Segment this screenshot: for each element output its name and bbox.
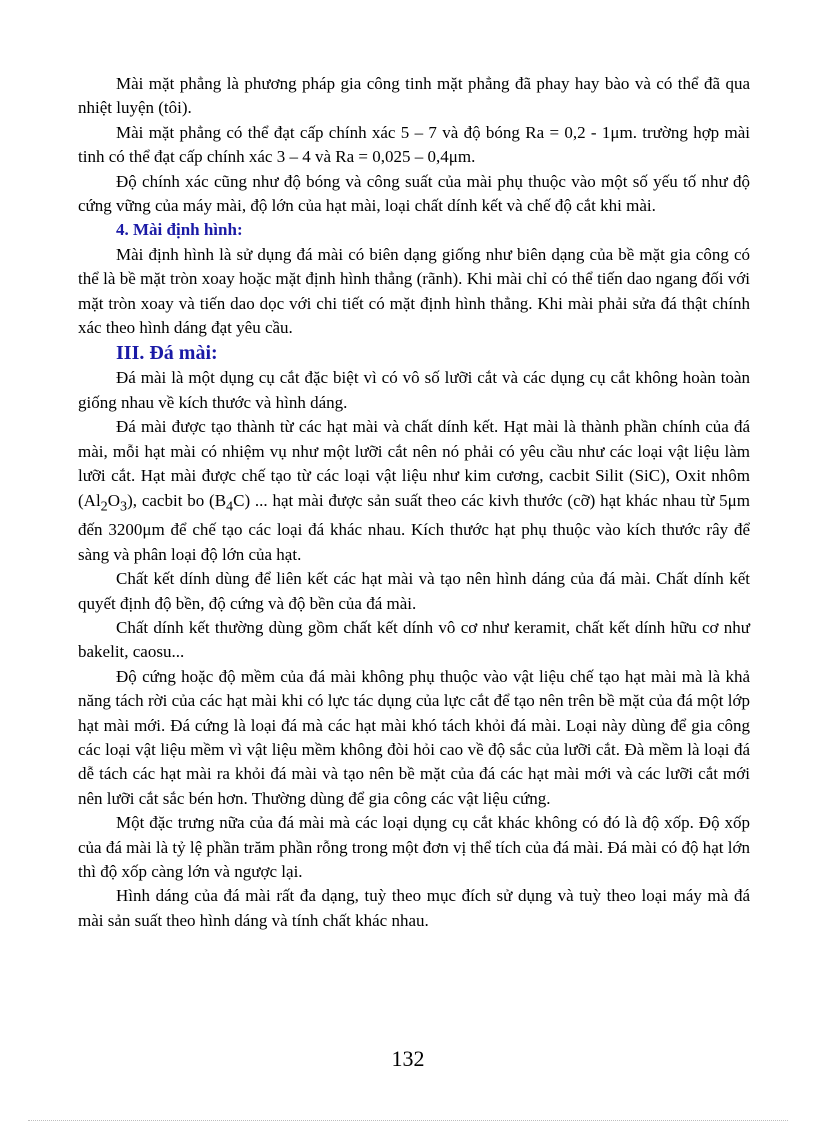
paragraph-binder-types: Chất dính kết thường dùng gồm chất kết dính vô cơ như keramit, chất kết dính hữu cơ như bakelit, caosu... bbox=[78, 617, 750, 662]
subscript: 4 bbox=[226, 497, 234, 514]
page-body bbox=[78, 72, 750, 933]
text-run: Đá mài được tạo thành từ các hạt mài và chất dính kết. Hạt mài là thành phần chính của đá mài, mỗi hạt mài có nhiệm vụ như một lưỡi cắt nên nó phải có yêu cầu như các loại vật liệu làm lưỡi cắt. Hạt mài được chế tạo từ các loại vật liệu như kim cương, cacbit Silit (SiC), Oxit nhôm (Al bbox=[78, 417, 750, 510]
text-run: C) ... hạt mài được sản suất theo các kivh thước (cỡ) hạt khác nhau từ 5μm đến 3200μm để chế tạo các loại đá khác nhau. Kích thước hạt phụ thuộc vào kích thước rây để sàng và phân loại độ lớn của hạt. bbox=[78, 490, 750, 564]
paragraph-binder: Chất kết dính dùng để liên kết các hạt mài và tạo nên hình dáng của đá mài. Chất dính kết quyết định độ bền, độ cứng và độ bền của đá mài. bbox=[78, 569, 750, 613]
paragraph-flat-grinding-intro: Mài mặt phẳng là phương pháp gia công tinh mặt phẳng đã phay hay bào và có thể đã qua nhiệt luyện (tôi). bbox=[78, 74, 750, 118]
text-run: O bbox=[107, 490, 121, 510]
paragraph-profile-grinding: Mài định hình là sử dụng đá mài có biên dạng giống như biên dạng của bề mặt gia công có thể là bề mặt tròn xoay hoặc mặt định hình thẳng (rãnh). Khi mài chỉ có thể tiến dao ngang đối với mặt tròn xoay và tiến dao dọc với chi tiết có mặt định hình thẳng. Khi mài phải sửa đá thật chính xác theo hình dáng đạt yêu cầu. bbox=[78, 244, 750, 338]
subscript: 3 bbox=[120, 497, 128, 514]
section-heading-profile-grinding: 4. Mài định hình: bbox=[116, 220, 243, 240]
paragraph-grinding-wheel-definition: Đá mài là một dụng cụ cắt đặc biệt vì có vô số lưỡi cắt và các dụng cụ cắt không hoàn toàn giống nhau về kích thước và hình dáng. bbox=[78, 368, 750, 412]
page-number: 132 bbox=[391, 1046, 425, 1071]
subscript: 2 bbox=[100, 497, 108, 514]
paragraph-porosity: Một đặc trưng nữa của đá mài mà các loại dụng cụ cắt khác không có đó là độ xốp. Độ xốp của đá mài là tỷ lệ phần trăm phần rỗng trong một đơn vị thể tích của đá mài. Đá mài có độ hạt lớn thì độ xốp càng lớn và ngược lại. bbox=[78, 813, 750, 881]
paragraph-flat-grinding-accuracy: Mài mặt phẳng có thể đạt cấp chính xác 5 – 7 và độ bóng Ra = 0,2 - 1μm. trường hợp mài tinh có thể đạt cấp chính xác 3 – 4 và Ra = 0,025 – 0,4μm. bbox=[78, 122, 750, 167]
paragraph-grinding-factors: Độ chính xác cũng như độ bóng và công suất của mài phụ thuộc vào một số yếu tố như độ cứng vững của máy mài, độ lớn của hạt mài, loại chất dính kết và chế độ cắt khi mài. bbox=[78, 171, 750, 216]
footer-divider bbox=[28, 1120, 788, 1121]
section-heading-grinding-wheel: III. Đá mài: bbox=[116, 342, 218, 365]
paragraph-abrasive-grains bbox=[78, 415, 750, 567]
paragraph-wheel-shapes: Hình dáng của đá mài rất đa dạng, tuỳ theo mục đích sử dụng và tuỳ theo loại máy mà đá mài sản suất theo hình dáng và tính chất khác nhau. bbox=[78, 886, 750, 930]
text-run: ), cacbit bo (B bbox=[127, 490, 227, 510]
paragraph-hardness: Độ cứng hoặc độ mềm của đá mài không phụ thuộc vào vật liệu chế tạo hạt mài mà là khả năng tách rời của các hạt mài khi có lực tác dụng của lực cắt để tạo nên trên bề mặt của đá một lớp hạt mài mới. Đá cứng là loại đá mà các hạt mài khó tách khỏi đá mài. Loại này dùng để gia công các loại vật liệu mềm vì vật liệu mềm không đòi hỏi cao về độ sắc của lưỡi cắt. Đà mềm là loại đá dễ tách các hạt mài ra khỏi đá mài và tạo nên bề mặt của đá các hạt mài mới và các lưỡi cắt mới nên lưỡi cắt sắc bén hơn. Thường dùng để gia công các vật liệu cứng. bbox=[78, 666, 750, 808]
